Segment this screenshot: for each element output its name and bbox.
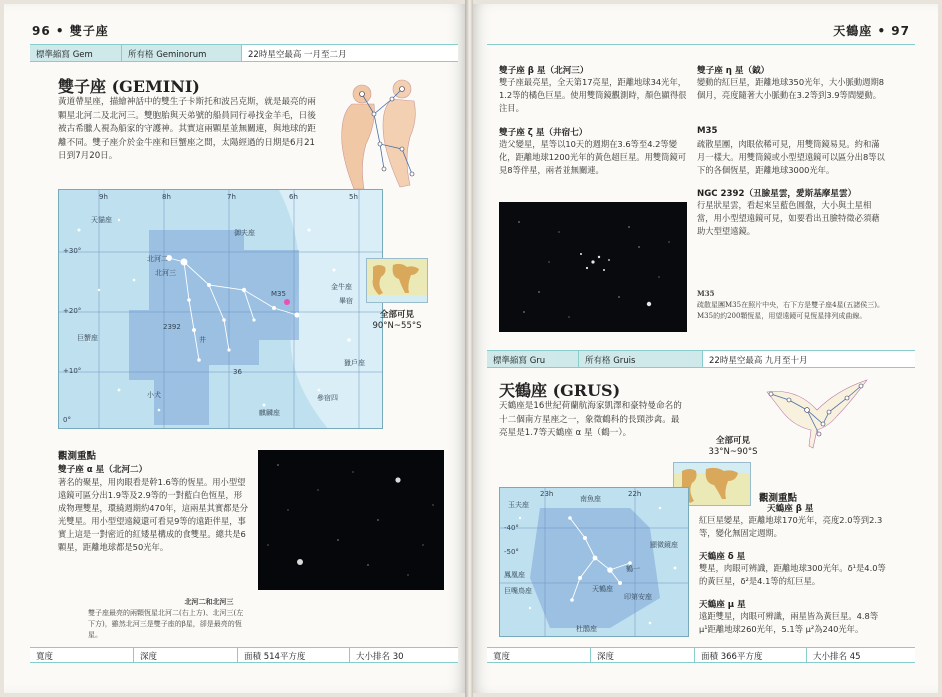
photo-caption-title: 北河二和北河三: [184, 597, 234, 606]
gru-delta-title: 天鶴座 δ 星: [699, 552, 746, 562]
gru-label-sculptor: 玉夫座: [508, 501, 529, 509]
map-label-pollux: 北河三: [155, 269, 176, 277]
gemini-twins-illustration: [322, 74, 437, 194]
gru-label-grus: 天鶴座: [592, 585, 613, 593]
gru-mu-text: 遠距雙星，肉眼可辨識，兩星皆為黃巨星。4.8等 μ¹距離地球260光年，5.1等 μ²為240光年。: [699, 611, 879, 634]
map-label-jing: 井: [199, 336, 206, 344]
footer-rank: 大小排名 30: [356, 652, 404, 662]
gru-label-pisaus: 南魚座: [580, 495, 601, 503]
map-label-auriga: 御夫座: [234, 229, 255, 237]
gru-genitive-cell: 所有格 Gruis: [579, 351, 703, 367]
best-time-cell: 22時星空最高 一月至二月: [242, 45, 458, 61]
gru-label-tucana: 杜鵑座: [576, 625, 597, 633]
grus-intro: 天鶴座是16世紀荷蘭航海家凱澤和豪特曼命名的十二個南方星座之一，象徵鶴科的長頸涉禽。最亮星是1.7等天鶴座 α 星（鶴一）。: [499, 401, 682, 438]
entry-castor-text: 著名的聚星，用肉眼看是幹1.6等的恆星。用小型望遠鏡可區分出1.9等及2.9等的一對藍白色恆星，形成物理雙星，環繞週期約470年，這兩星其實都是分光雙星。用小型望遠鏡還可看見9等的遠距伴星，事實上這是一對密近的紅矮星構成的食雙星。總共是6顆星，距離地球都是50光年。: [58, 477, 249, 552]
gru-label-alnair: 鶴一: [626, 565, 640, 573]
gru-label-tucana-side: 巨嘴鳥座: [504, 587, 532, 595]
ra-tick-7h: 7h: [227, 193, 236, 201]
gemini-star-map: [58, 189, 383, 429]
map-label-taurus: 金牛座: [331, 283, 352, 291]
gru-dec-50: -50°: [504, 548, 519, 556]
gru-beta-text: 紅巨星變星，距離地球170光年，亮度2.0等到2.3等，變化無固定週期。: [699, 515, 883, 538]
footer-area: 面積 514平方度: [238, 648, 350, 662]
gru-label-microscopium: 顯微鏡座: [650, 541, 678, 549]
entry-eta-text: 變動的紅巨星，距離地球350光年，大小脈動週期8個月，亮度隨著大小脈動在3.2等到3.9等間變動。: [697, 77, 885, 100]
right-page: [469, 4, 938, 693]
gru-footer-area: 面積 366平方度: [695, 648, 807, 662]
visibility-range: 90°N~55°S: [372, 321, 422, 331]
gru-footer-rank: 大小排名 45: [813, 652, 861, 662]
gru-beta-title: 天鶴座 β 星: [767, 504, 814, 514]
grus-chart-svg: [500, 488, 689, 637]
ra-tick-6h: 6h: [289, 193, 298, 201]
gru-label-indus: 印第安座: [624, 593, 652, 601]
abbr-cell: 標準縮寫 Gem: [30, 45, 122, 61]
entry-ngc2392-title: NGC 2392（丑臉星雲，愛斯基摩星雲）: [697, 189, 857, 199]
map-label-canis-minor: 小犬: [147, 391, 161, 399]
footer-gem: [30, 647, 458, 663]
top-rule: [487, 44, 915, 45]
ra-tick-9h: 9h: [99, 193, 108, 201]
genitive-cell: 所有格 Geminorum: [122, 45, 242, 61]
map-label-betelgeuse: 參宿四: [317, 394, 338, 402]
highlights-heading: 觀測重點: [58, 451, 97, 462]
gru-ra-23h: 23h: [540, 490, 554, 498]
entry-pollux-title: 雙子座 β 星（北河三）: [499, 66, 589, 76]
ra-tick-5h: 5h: [349, 193, 358, 201]
map-label-lynx: 天貓座: [91, 216, 112, 224]
running-head-left: 96 • 雙子座: [32, 24, 109, 38]
gru-label-phoenix: 鳳凰座: [504, 571, 525, 579]
gru-mu-title: 天鶴座 μ 星: [699, 600, 746, 610]
castor-pollux-photo: [258, 450, 444, 590]
gru-visibility-range: 33°N~90°S: [708, 447, 758, 457]
entry-ngc2392-text: 行星狀星雲，看起來呈藍色圓盤，大小與土星相當，用小型望遠鏡可見，如要看出丑臉特徵必須藉助大型望遠鏡。: [697, 200, 880, 236]
entry-eta-title: 雙子座 η 星（鉞）: [697, 66, 770, 76]
photo-caption-text: 雙子座最亮的兩顆恆星北河二(右上方)、北河三(左下方)，雖然北河三是雙子座的β星，卻是最亮的恆星。: [88, 609, 244, 639]
gru-best-time-cell: 22時星空最高 九月至十月: [703, 351, 915, 367]
map-label-cancer: 巨蟹座: [77, 334, 98, 342]
visibility-world-map: [366, 258, 428, 303]
gru-dec-40: -40°: [504, 524, 519, 532]
crane-illustration: [757, 372, 877, 452]
dec-tick-0: 0°: [63, 416, 71, 424]
left-page: [4, 4, 469, 693]
info-strip-gru: [487, 350, 915, 368]
gru-footer-depth: 深度: [591, 648, 695, 662]
m35-caption-text: 疏散星團M35在照片中央，右下方是雙子座4星(五諸侯三)。M35的約200顆恆星，用望遠鏡可見恆星排列成曲線。: [697, 301, 884, 320]
entry-pollux-text: 雙子座最亮星，全天第17亮星，距離地球34光年，1.2等的橘色巨星。使用雙筒鏡觀測時，顏色顯得很注目。: [499, 77, 687, 113]
dec-tick-30: +30°: [63, 247, 82, 255]
ra-tick-8h: 8h: [162, 193, 171, 201]
footer-gru: [487, 647, 915, 663]
constellation-title: 雙子座 (GEMINI): [58, 77, 200, 96]
grus-star-map: [499, 487, 689, 637]
entry-zeta-title: 雙子座 ζ 星（井宿七）: [499, 128, 588, 138]
gru-delta-text: 雙星，肉眼可辨識，距離地球300光年。δ¹是4.0等的黃巨星，δ²是4.1等的紅巨星。: [699, 563, 886, 586]
world-map-svg: [367, 259, 427, 302]
dec-tick-10: +10°: [63, 367, 82, 375]
running-head-right: 天鶴座 • 97: [833, 24, 910, 38]
gru-visibility-title: 全部可見: [715, 436, 750, 446]
map-label-monoceros: 麒麟座: [259, 409, 280, 417]
entry-m35-title: M35: [697, 126, 718, 136]
gru-highlights-heading: 觀測重點: [759, 493, 798, 504]
intro-text: 黃道帶星座，描繪神話中的雙生子卡斯托和波呂克斯，就是最亮的兩顆星北河二及北河三。雙胞胎與天弟號的船員同行尋找金羊毛，日後被古希臘人視為船家的守護神。其實這兩顆星並無關連，與地球的距離不同。雙子座介於金牛座和巨蟹座之間，太陽經過的日期是6月21日到7月20日。: [58, 97, 316, 161]
m35-stars-svg: [499, 202, 687, 332]
book-gutter: [465, 0, 473, 697]
visibility-title: 全部可見: [379, 310, 414, 320]
gru-ra-22h: 22h: [628, 490, 642, 498]
entry-zeta-text: 造父變星，星等以10天的週期在3.6等至4.2等變化，距離地球1200光年的黃色超巨星。用雙筒鏡可見8等伴星，兩者並無關連。: [499, 139, 687, 175]
map-label-castor: 北河二: [147, 255, 168, 263]
entry-castor-title: 雙子座 α 星（北河二）: [58, 465, 148, 475]
map-label-orion: 獵戶座: [344, 359, 365, 367]
grus-title: 天鶴座 (GRUS): [499, 381, 621, 400]
m35-caption-title: M35: [697, 289, 715, 298]
map-label-ngc2392: 2392: [163, 323, 181, 331]
footer-width: 寬度: [30, 648, 134, 662]
map-label-hyades: 畢宿: [339, 297, 353, 305]
footer-depth: 深度: [134, 648, 238, 662]
dec-tick-20: +20°: [63, 307, 82, 315]
info-strip-gem: [30, 44, 458, 62]
gru-abbr-cell: 標準縮寫 Gru: [487, 351, 579, 367]
gru-footer-width: 寬度: [487, 648, 591, 662]
entry-m35-text: 疏散星團，肉眼依稀可見，用雙筒鏡易見。約和滿月一樣大。用雙筒鏡或小型望遠鏡可以區分出8等以下的各個恆星，距離地球3000光年。: [697, 139, 885, 175]
map-label-m35: M35: [271, 290, 286, 298]
m35-photo: [499, 202, 687, 332]
photo-stars-svg: [258, 450, 444, 590]
map-label-36: 36: [233, 368, 242, 376]
